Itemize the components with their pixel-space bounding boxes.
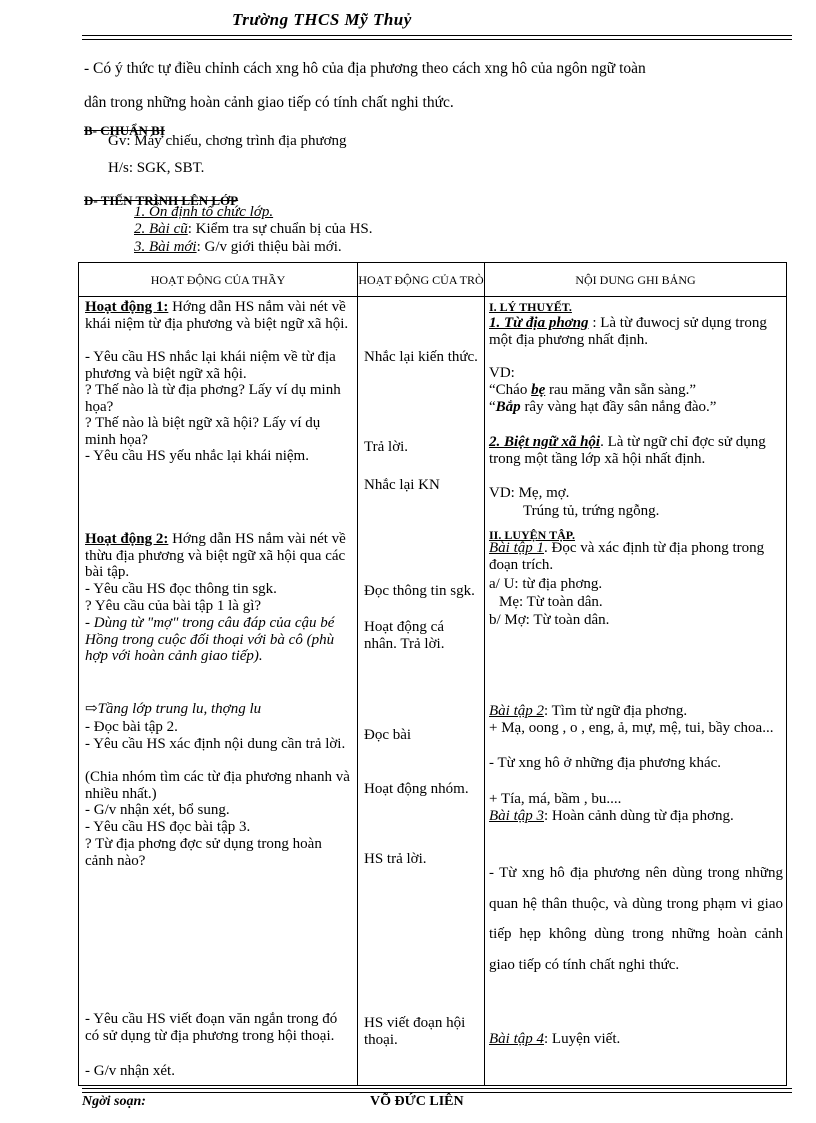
exercise-2: Bài tập 2: Tìm từ ngữ địa phơng. [489, 703, 688, 719]
content-quote: “Bắp rây vàng hạt đầy sân nắng đào.” [489, 399, 717, 415]
teacher-line: - Dùng từ "mợ" trong câu đáp của cậu bé Hồng trong cuộc đối thoại với bà cô (phù hợp với hoàn cảnh giao tiếp). [85, 615, 335, 664]
student-line: HS viết đoạn hội thoại. [364, 1015, 466, 1048]
content-line: VD: [489, 365, 515, 381]
intro-line: - Có ý thức tự điều chỉnh cách xng hô của địa phương theo cách xng hô của ngôn ngữ toàn [84, 60, 646, 77]
section-theory: I. LÝ THUYẾT. [489, 300, 572, 314]
section-b-line: Gv: Máy chiếu, chơng trình địa phương [108, 133, 347, 149]
content-quote: “Cháo bẹ rau măng vẫn sẵn sàng.” [489, 382, 697, 398]
section-b-line: H/s: SGK, SBT. [108, 160, 205, 176]
teacher-line: (Chia nhóm tìm các từ địa phương nhanh và nhiều nhất.) [85, 769, 350, 802]
intro-line: dân trong những hoàn cảnh giao tiếp có tính chất nghi thức. [84, 94, 454, 111]
student-line: Hoạt động nhóm. [364, 781, 469, 797]
step-2: 2. Bài cũ: Kiểm tra sự chuẩn bị của HS. [134, 221, 373, 237]
content-line: Mẹ: Từ toàn dân. [499, 594, 603, 610]
header-teacher: HOẠT ĐỘNG CỦA THẦY [79, 263, 358, 297]
header-content: NỘI DUNG GHI BẢNG [485, 263, 787, 297]
footer-rule [82, 1088, 792, 1089]
content-line: Trúng tủ, trứng ngỗng. [523, 503, 660, 519]
lesson-table [78, 262, 787, 1086]
student-line: Đọc thông tin sgk. [364, 583, 475, 599]
header-rule-2 [82, 39, 792, 40]
exercise-1: Bài tập 1. Đọc và xác định từ địa phong trong đoạn trích. [489, 540, 765, 573]
page-header-title: Trường THCS Mỹ Thuỷ [232, 10, 412, 29]
content-line: a/ U: từ địa phơng. [489, 576, 603, 592]
teacher-line: ? Yêu cầu của bài tập 1 là gì? [85, 598, 262, 614]
teacher-note: ⇨Tầng lớp trung lu, thợng lu [85, 701, 262, 717]
exercise-3: Bài tập 3: Hoàn cảnh dùng từ địa phơng. [489, 808, 734, 824]
teacher-column [79, 297, 357, 1085]
activity-1: Hoạt động 1: Hớng dẫn HS nắm vài nét về khái niệm từ địa phương và biệt ngữ xã hội. [85, 299, 349, 332]
header-student: HOẠT ĐỘNG CỦA TRÒ [358, 263, 485, 297]
teacher-line: - Yêu cầu HS viết đoạn văn ngắn trong đó có sử dụng từ địa phương trong hội thoại. [85, 1011, 338, 1044]
content-line: + Tía, má, bầm , bu.... [489, 791, 622, 807]
teacher-line: - G/v nhận xét. [85, 1063, 175, 1079]
footer-author-label: Ngời soạn: [82, 1094, 146, 1109]
content-line: + Mạ, oong , o , eng, ả, mự, mệ, tui, bầy choa... [489, 720, 774, 736]
student-line: Nhắc lại KN [364, 477, 440, 493]
teacher-line: ? Thế nào là từ địa phơng? Lấy ví dụ minh họa? [85, 382, 341, 415]
content-line: b/ Mợ: Từ toàn dân. [489, 612, 610, 628]
footer-rule-2 [82, 1092, 792, 1093]
teacher-line: - Yêu cầu HS đọc bài tập 3. [85, 819, 251, 835]
section-b-title: B- CHUẨN BỊ [84, 123, 165, 138]
step-3: 3. Bài mới: G/v giới thiệu bài mới. [134, 239, 342, 255]
step-1: 1. Ổn định tổ chức lớp. [134, 204, 274, 220]
arrow-icon: ⇨ [85, 701, 98, 717]
student-line: HS trả lời. [364, 851, 427, 867]
student-line: Trả lời. [364, 439, 409, 455]
teacher-line: - Yêu cầu HS nhắc lại khái niệm về từ địa phương và biệt ngữ xã hội. [85, 349, 336, 382]
header-rule [82, 35, 792, 36]
teacher-line: - Yêu cầu HS yếu nhắc lại khái niệm. [85, 448, 309, 464]
student-line: Nhắc lại kiến thức. [364, 349, 478, 365]
teacher-line: ? Từ địa phơng đợc sử dụng trong hoàn cảnh nào? [85, 836, 322, 869]
content-line: VD: Mẹ, mợ. [489, 485, 570, 501]
activity-2: Hoạt động 2: Hớng dẫn HS nắm vài nét về thừu địa phương và biệt ngữ xã hội qua các bài tập. [85, 531, 346, 580]
content-paragraph: - Từ xng hô địa phương nên dùng trong những quan hệ thân thuộc, và dùng trong phạm vi giao tiếp hẹp không dùng trong những hoàn cảnh giao tiếp có tính chất nghi thức. [489, 865, 783, 973]
student-line: Đọc bài [364, 727, 412, 743]
section-practice: II. LUYỆN TẬP. [489, 528, 576, 542]
exercise-4: Bài tập 4: Luyện viết. [489, 1031, 621, 1047]
content-line: - Từ xng hô ở những địa phương khác. [489, 755, 722, 771]
footer-author-name: VÕ ĐỨC LIÊN [370, 1094, 464, 1109]
teacher-line: - Yêu cầu HS đọc thông tin sgk. [85, 581, 277, 597]
student-line: Hoạt động cá nhân. Trả lời. [364, 619, 445, 652]
section-d-title: D- TIẾN TRÌNH LÊN LỚP [84, 193, 239, 208]
content-column [485, 297, 786, 1085]
teacher-line: - G/v nhận xét, bổ sung. [85, 802, 230, 818]
teacher-line: - Đọc bài tập 2. [85, 719, 178, 735]
intro-paragraph [84, 52, 784, 120]
content-line: 1. Từ địa phơng : Là từ đuwocj sử dụng trong một địa phương nhất định. [489, 315, 767, 348]
student-column [358, 297, 484, 1085]
teacher-line: - Yêu cầu HS xác định nội dung cần trả lời. [85, 736, 346, 752]
content-line: 2. Biệt ngữ xã hội. Là từ ngữ chỉ đợc sử dụng trong một tầng lớp xã hội nhất định. [489, 434, 766, 467]
teacher-line: ? Thế nào là biệt ngữ xã hội? Lấy ví dụ minh họa? [85, 415, 321, 448]
